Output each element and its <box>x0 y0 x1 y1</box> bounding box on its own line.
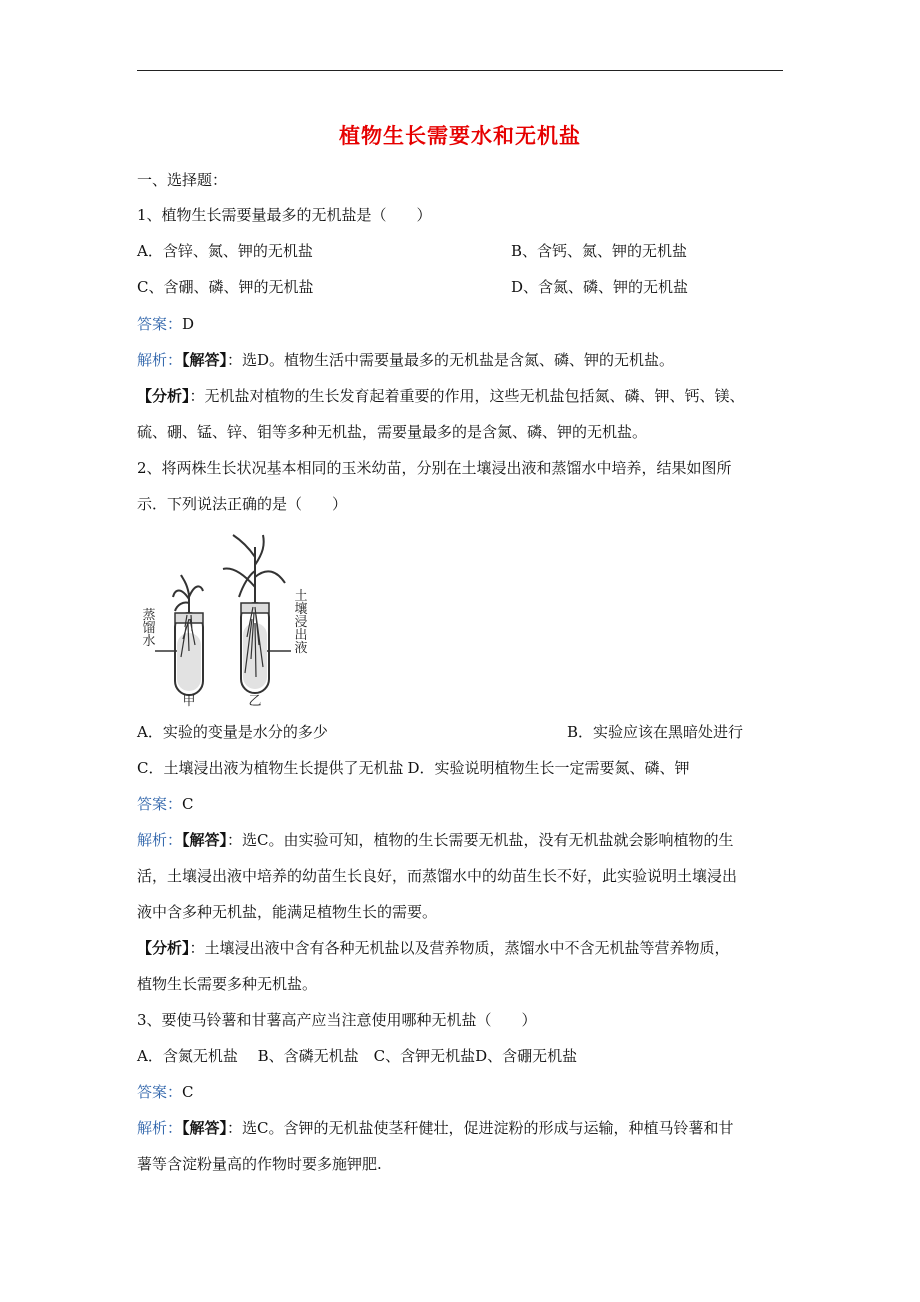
q2-option-c: C．土壤浸出液为植物生长提供了无机盐 <box>137 759 404 777</box>
q2-option-b: B．实验应该在黑暗处进行 <box>567 723 744 741</box>
q2-stem-line1: 2、将两株生长状况基本相同的玉米幼苗，分别在土壤浸出液和蒸馏水中培养，结果如图所 <box>137 459 732 477</box>
q1-options-row1 <box>137 241 688 261</box>
q1-option-b: B、含钙、氮、钾的无机盐 <box>511 242 688 260</box>
q3-options: A．含氮无机盐 B、含磷无机盐 C、含钾无机盐D、含硼无机盐 <box>137 1047 578 1065</box>
q3-analysis-line1 <box>137 1118 734 1138</box>
section-heading: 一、选择题： <box>137 171 228 189</box>
analysis-label: 解析： <box>137 831 183 849</box>
label-soil-extract: 土壤浸出液 <box>291 588 307 654</box>
analysis-label: 解析： <box>137 351 183 369</box>
q2-analysis-line1 <box>137 830 734 850</box>
label-yi: 乙 <box>248 694 262 709</box>
q3-answer <box>137 1082 194 1102</box>
solve-tag: 【解答】 <box>182 1119 228 1137</box>
q1-option-d: D、含氮、磷、钾的无机盐 <box>511 278 689 296</box>
solve-text: ：选C。由实验可知，植物的生长需要无机盐，没有无机盐就会影响植物的生 <box>227 831 734 849</box>
answer-value: D <box>182 315 195 333</box>
q2-option-d: D．实验说明植物生长一定需要氮、磷、钾 <box>407 759 690 777</box>
q2-stem-line2: 示．下列说法正确的是（ ） <box>137 495 348 513</box>
q3-stem: 3、要使马铃薯和甘薯高产应当注意使用哪种无机盐（ ） <box>137 1011 537 1029</box>
label-jia: 甲 <box>182 694 196 709</box>
q1-fenxi-line2: 硫、硼、锰、锌、钼等多种无机盐，需要量最多的是含氮、磷、钾的无机盐。 <box>137 423 648 441</box>
q1-options-row2 <box>137 277 689 297</box>
header-rule <box>137 70 783 71</box>
fenxi-text: ：无机盐对植物的生长发育起着重要的作用，这些无机盐包括氮、磷、钾、钙、镁、 <box>189 387 745 405</box>
seedling-experiment-figure <box>137 527 311 709</box>
q2-analysis-line2: 活，土壤浸出液中培养的幼苗生长良好，而蒸馏水中的幼苗生长不好，此实验说明土壤浸出 <box>137 867 738 885</box>
answer-value: C <box>182 795 194 813</box>
q1-stem: 1、植物生长需要量最多的无机盐是（ ） <box>137 206 432 224</box>
q2-options-row2 <box>137 758 690 778</box>
analysis-label: 解析： <box>137 1119 183 1137</box>
answer-value: C <box>182 1083 194 1101</box>
q1-option-c: C、含硼、磷、钾的无机盐 <box>137 278 314 296</box>
solve-text: ：选D。植物生活中需要量最多的无机盐是含氮、磷、钾的无机盐。 <box>227 351 675 369</box>
q2-options-row1 <box>137 722 744 742</box>
fenxi-tag: 【分析】 <box>137 939 190 957</box>
tube-jia <box>173 575 203 695</box>
tube-yi <box>223 535 285 693</box>
solve-tag: 【解答】 <box>182 351 228 369</box>
q3-analysis-line2: 薯等含淀粉量高的作物时要多施钾肥. <box>137 1155 382 1173</box>
q1-option-a: A．含锌、氮、钾的无机盐 <box>137 242 313 260</box>
q2-option-a: A．实验的变量是水分的多少 <box>137 723 328 741</box>
q2-analysis-line3: 液中含多种无机盐，能满足植物生长的需要。 <box>137 903 438 921</box>
answer-label: 答案： <box>137 1083 183 1101</box>
answer-label: 答案： <box>137 795 183 813</box>
q2-fenxi-line2: 植物生长需要多种无机盐。 <box>137 975 318 993</box>
answer-label: 答案： <box>137 315 183 333</box>
q2-fenxi-line1 <box>137 938 730 958</box>
label-distilled-water: 蒸馏水 <box>139 607 155 647</box>
q1-analysis <box>137 350 674 370</box>
fenxi-tag: 【分析】 <box>137 387 190 405</box>
fenxi-text: ：土壤浸出液中含有各种无机盐以及营养物质，蒸馏水中不含无机盐等营养物质， <box>189 939 730 957</box>
page-title: 植物生长需要水和无机盐 <box>339 123 581 148</box>
q1-fenxi-line1 <box>137 386 745 406</box>
solve-text: ：选C。含钾的无机盐使茎秆健壮，促进淀粉的形成与运输，种植马铃薯和甘 <box>227 1119 734 1137</box>
q1-answer <box>137 314 194 334</box>
q2-answer <box>137 794 194 814</box>
solve-tag: 【解答】 <box>182 831 228 849</box>
